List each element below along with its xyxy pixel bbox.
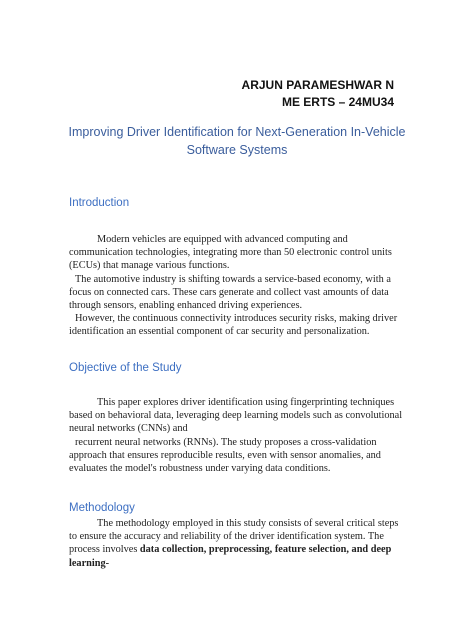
paragraph-bold-text: data collection, preprocessing, feature selection, and deep learning-	[69, 544, 392, 569]
section-heading-methodology: Methodology	[69, 502, 135, 514]
section-heading-objective: Objective of the Study	[69, 362, 182, 374]
paragraph	[69, 517, 404, 570]
paragraph: recurrent neural networks (RNNs). The study proposes a cross-validation approach that ensures reproducible results, even with sensor anomalies, and evaluates the model's robustness under varying data conditions.	[69, 436, 381, 475]
author-id: ME ERTS – 24MU34	[281, 95, 394, 109]
paragraph-text: The methodology employed in this study consists of several critical steps to ensure the accuracy and reliability of the driver identification system. The process involves	[69, 518, 399, 556]
paper-title: Improving Driver Identification for Next-Generation In-Vehicle Software Systems	[68, 125, 406, 157]
section-body-objective	[69, 396, 404, 475]
paragraph: However, the continuous connectivity introduces security risks, making driver identification an essential component of car security and personalization.	[69, 313, 398, 338]
paragraph: This paper explores driver identification using fingerprinting techniques based on behavioral data, leveraging deep learning models such as convolutional neural networks (CNNs) and	[69, 397, 403, 435]
author-name: ARJUN PARAMESHWAR N	[241, 78, 394, 92]
paragraph: The automotive industry is shifting towards a service-based economy, with a focus on connected cars. These cars generate and collect vast amounts of data through sensors, enabling enhanced driving experiences.	[69, 273, 391, 312]
section-body-introduction	[69, 233, 404, 339]
section-heading-introduction: Introduction	[69, 197, 130, 209]
section-body-methodology	[69, 517, 404, 570]
paragraph: Modern vehicles are equipped with advanced computing and communication technologies, integrating more than 50 electronic control units (ECUs) that manage various functions.	[69, 234, 392, 272]
